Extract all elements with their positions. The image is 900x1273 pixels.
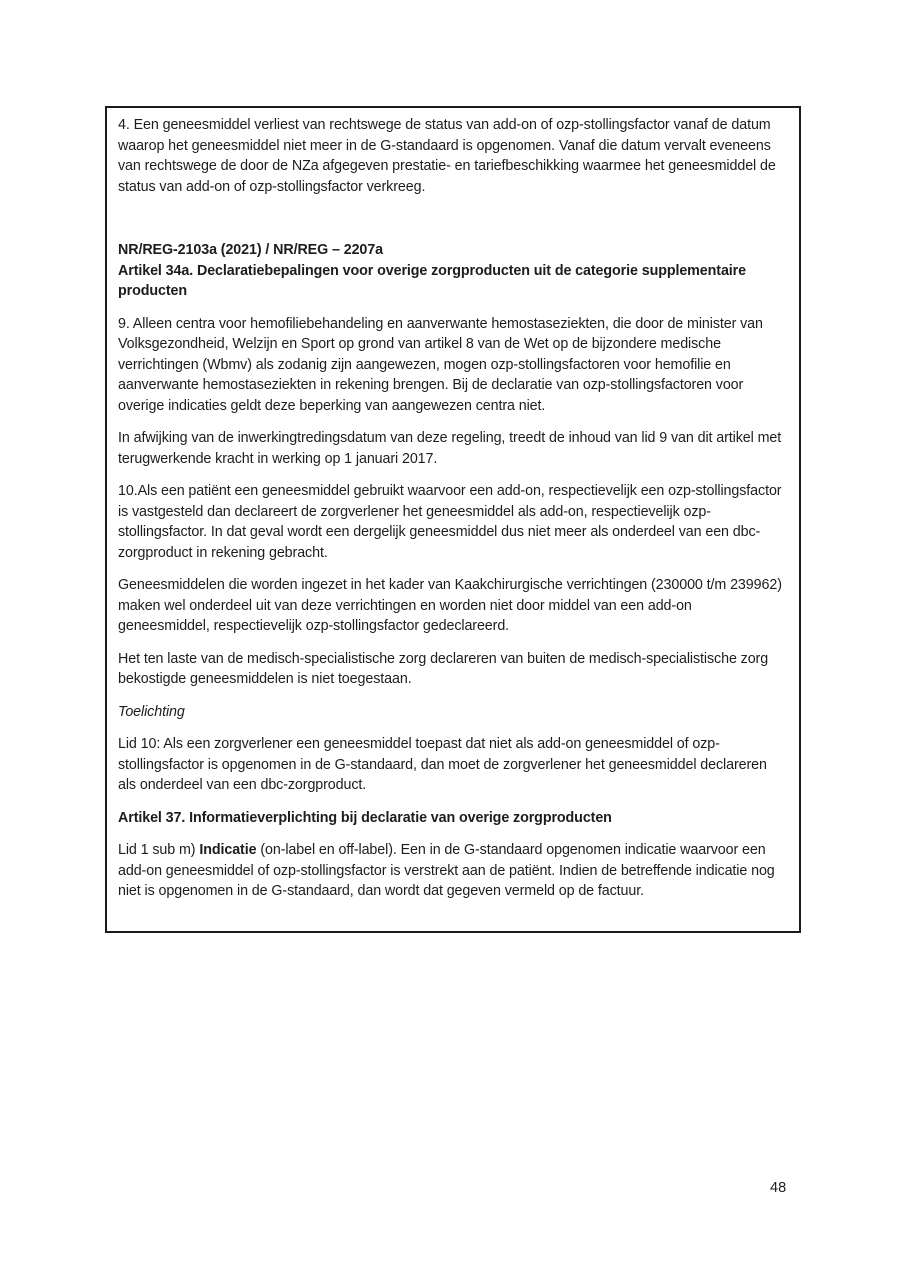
paragraph-afwijking: In afwijking van de inwerkingtredingsdatum van deze regeling, treedt de inhoud van lid 9 van dit artikel met terugwerkende kracht in werking op 1 januari 2017.: [118, 430, 782, 467]
page-number: 48: [770, 1180, 787, 1196]
paragraph-lid9: 9. Alleen centra voor hemofiliebehandeling en aanverwante hemostaseziekten, die door de minister van Volksgezondheid, Welzijn en Sport op grond van artikel 8 van de Wet op de bijzondere medische verrichtingen (Wbmv) als zodanig zijn aangewezen, mogen ozp-stollingsfactoren voor hemofilie en aanverwante hemostaseziekten in rekening brengen. Bij de declaratie van ozp-stollingsfactoren voor overige indicaties geldt deze beperking van aangewezen centra niet.: [118, 315, 763, 414]
lid1-sub-m-prefix: Lid 1 sub m): [118, 842, 200, 858]
section-heading-block: [118, 240, 787, 302]
toelichting-label: Toelichting: [118, 703, 185, 720]
heading-nr-reg: NR/REG-2103a (2021) / NR/REG – 2207a: [118, 242, 383, 258]
paragraph-ten-laste: Het ten laste van de medisch-specialistische zorg declareren van buiten de medisch-specialistische zorg bekostigde geneesmiddelen is niet toegestaan.: [118, 650, 769, 687]
paragraph-lid1-sub-m: [118, 840, 787, 902]
lid1-sub-m-rest: (on-label en off-label). Een in de G-standaard opgenomen indicatie waarvoor een add-on geneesmiddel of ozp-stollingsfactor is verstrekt aan de patiënt. Indien de betreffende indicatie nog niet is opgenomen in de G-standaard, dan wordt dat gegeven vermeld op de factuur.: [118, 842, 775, 899]
paragraph-kaakchirurgie: Geneesmiddelen die worden ingezet in het kader van Kaakchirurgische verrichtingen (230000 t/m 239962) maken wel onderdeel uit van deze verrichtingen en worden niet door middel van een add-on geneesmiddel, respectievelijk ozp-stollingsfactor gedeclareerd.: [118, 577, 782, 634]
regulation-text-box: [105, 106, 801, 933]
lid1-sub-m-bold-term: Indicatie: [199, 842, 257, 858]
paragraph-lid4: 4. Een geneesmiddel verliest van rechtswege de status van add-on of ozp-stollingsfactor vanaf de datum waarop het geneesmiddel niet meer in de G-standaard is opgenomen. Vanaf die datum vervalt eveneens van rechtswege de door de NZa afgegeven prestatie- en tariefbeschikking waarmee het geneesmiddel de status van add-on of ozp-stollingsfactor verkreeg.: [118, 117, 776, 195]
paragraph-toelichting-lid10: Lid 10: Als een zorgverlener een geneesmiddel toepast dat niet als add-on geneesmiddel of ozp-stollingsfactor is opgenomen in de G-standaard, dan moet de zorgverlener het geneesmiddel declareren als onderdeel van een dbc-zorgproduct.: [118, 736, 767, 793]
heading-artikel-37: Artikel 37. Informatieverplichting bij declaratie van overige zorgproducten: [118, 809, 612, 826]
heading-artikel-34a: Artikel 34a. Declaratiebepalingen voor overige zorgproducten uit de categorie supplementaire producten: [118, 262, 746, 299]
paragraph-lid10: 10.Als een patiënt een geneesmiddel gebruikt waarvoor een add-on, respectievelijk een ozp-stollingsfactor is vastgesteld dan declareert de zorgverlener het geneesmiddel als add-on, respectievelijk ozp-stollingsfactor. In dat geval wordt een dergelijk geneesmiddel dus niet meer als onderdeel van een dbc-zorgproduct in rekening gebracht.: [118, 483, 782, 561]
